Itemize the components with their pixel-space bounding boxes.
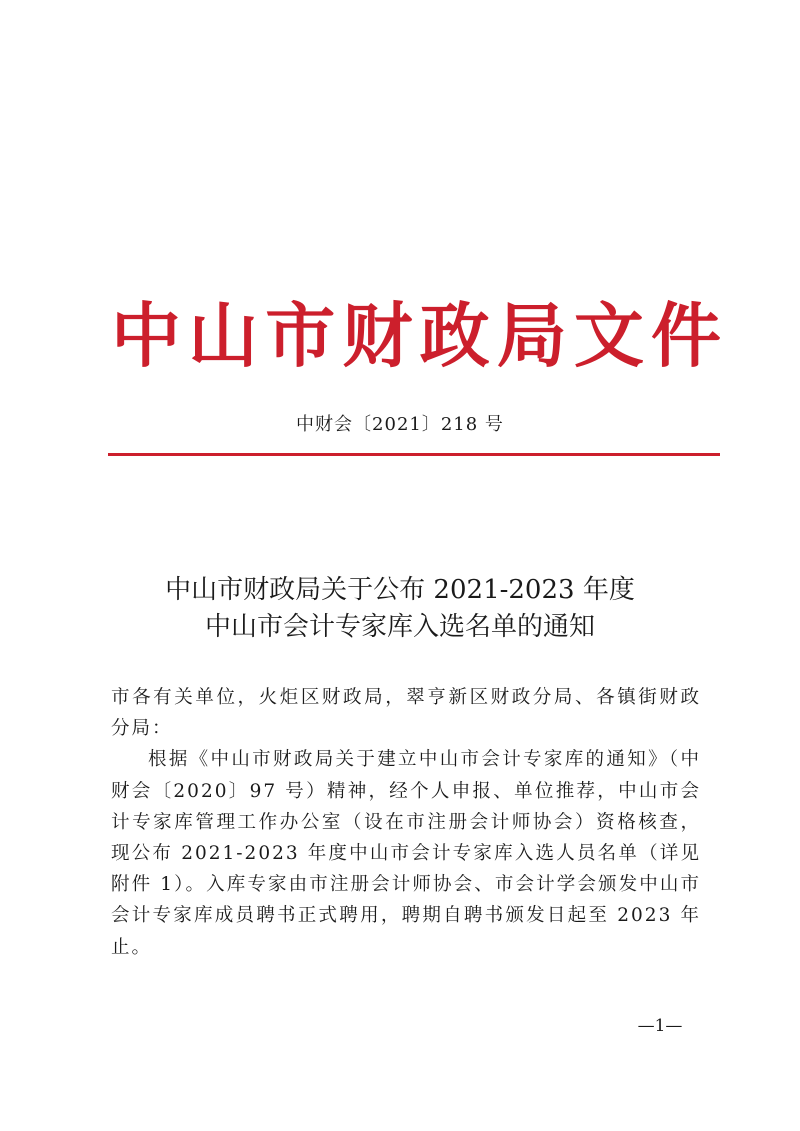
masthead-char: 山 [188, 295, 259, 377]
title-line-2: 中山市会计专家库入选名单的通知 [204, 612, 595, 642]
body-paragraph: 根据《中山市财政局关于建立中山市会计专家库的通知》（中财会〔2020〕97 号）精神，经个人申报、单位推荐，中山市会计专家库管理工作办公室（设在市注册会计师协会）资格核查，现公布 2021-2023 年度中山市会计专家库入选人员名单（详见附件 1）。入库专家由市注册会计师协会、市会计学会颁发中山市会计专家库成员聘书正式聘用，聘期自聘书颁发日起至 2023 年止。 [111, 749, 701, 958]
document-body [111, 682, 701, 963]
title-line-1: 中山市财政局关于公布 2021-2023 年度 [165, 575, 635, 605]
masthead-char: 市 [265, 295, 336, 377]
masthead-char: 件 [650, 295, 721, 377]
masthead-char: 文 [573, 295, 644, 377]
masthead-char: 局 [496, 295, 567, 377]
page-number: —1— [637, 1016, 683, 1036]
masthead-char: 中 [111, 295, 181, 377]
masthead-char: 政 [419, 295, 490, 377]
masthead-title [108, 286, 724, 386]
red-divider-line [108, 453, 720, 456]
masthead-char: 财 [342, 295, 413, 377]
document-number: 中财会〔2021〕218 号 [296, 414, 504, 435]
recipients-line: 市各有关单位，火炬区财政局，翠亨新区财政分局、各镇街财政分局： [111, 687, 701, 740]
document-title [0, 572, 800, 646]
